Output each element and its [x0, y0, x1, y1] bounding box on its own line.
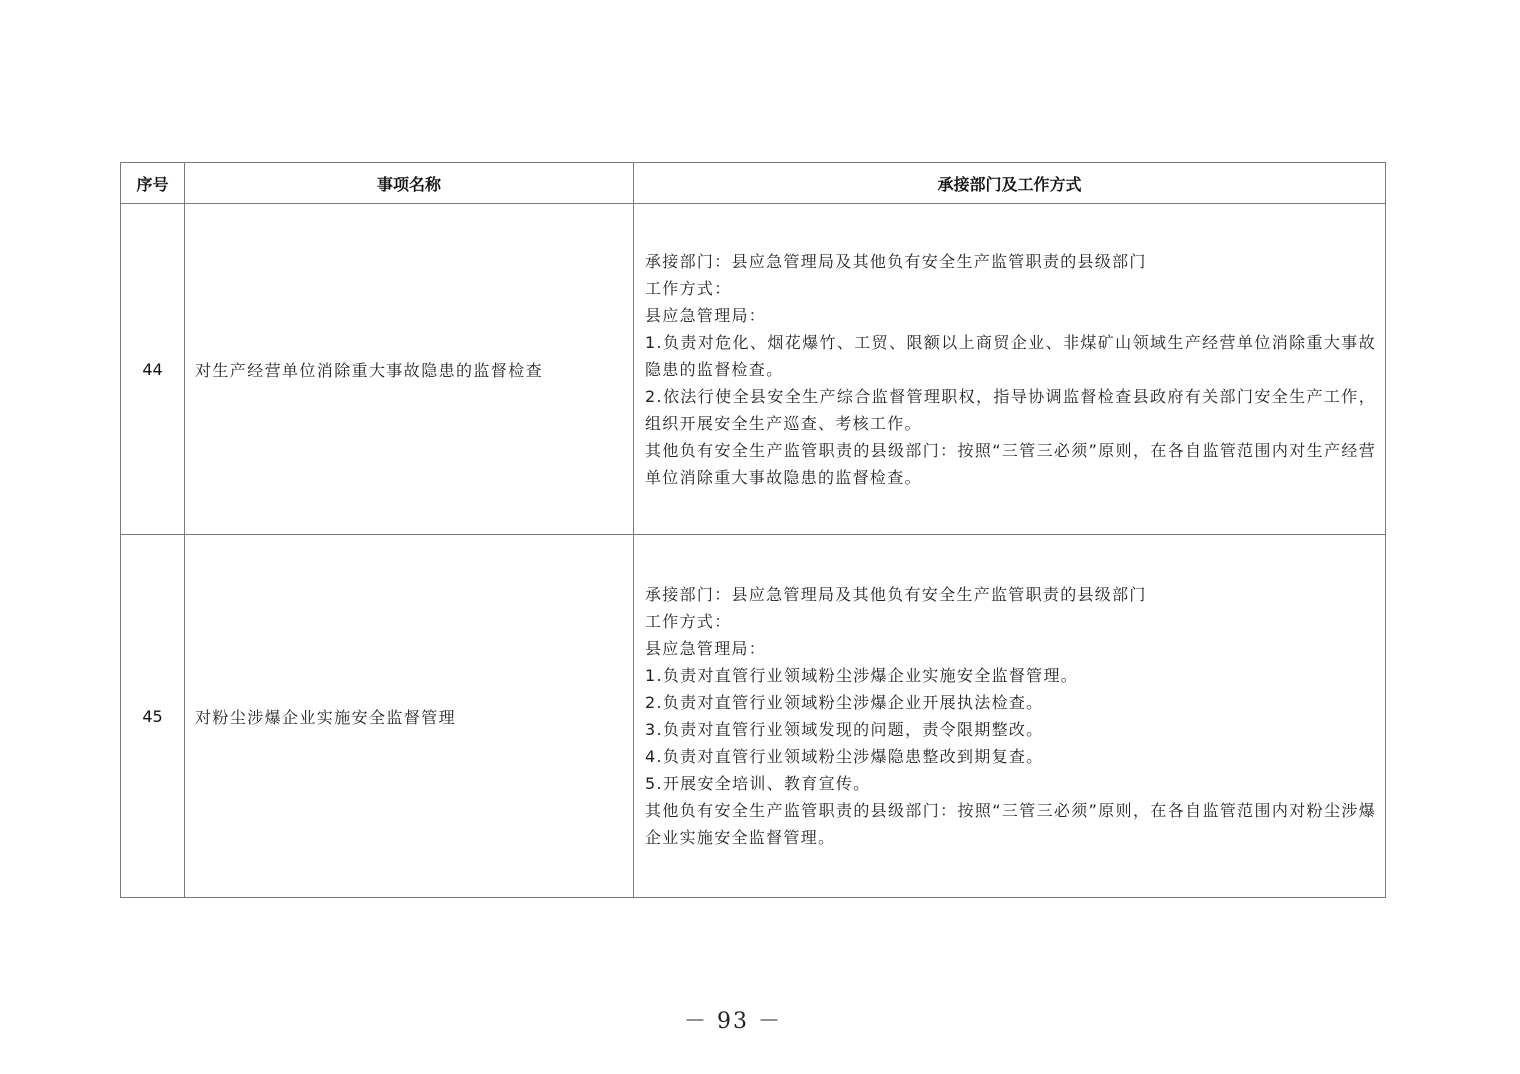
row-serial-number: 44: [121, 204, 185, 535]
row-detail-cell: [634, 535, 1386, 898]
detail-line: 其他负有安全生产监管职责的县级部门：按照“三管三必须”原则，在各自监管范围内对粉尘涉爆企业实施安全监督管理。: [645, 801, 1376, 847]
detail-line: 承接部门：县应急管理局及其他负有安全生产监管职责的县级部门: [645, 585, 1147, 604]
detail-line: 其他负有安全生产监管职责的县级部门：按照“三管三必须”原则，在各自监管范围内对生产经营单位消除重大事故隐患的监督检查。: [645, 440, 1376, 487]
detail-line: 2.负责对直管行业领域粉尘涉爆企业开展执法检查。: [645, 693, 1044, 712]
header-department-method: 承接部门及工作方式: [634, 163, 1386, 204]
responsibility-table: [120, 162, 1386, 898]
detail-line: 2.依法行使全县安全生产综合监督管理职权，指导协调监督检查县政府有关部门安全生产工作，组织开展安全生产巡查、考核工作。: [645, 386, 1376, 433]
row-detail-cell: [634, 204, 1386, 535]
detail-line: 县应急管理局：: [645, 305, 767, 325]
detail-line: 承接部门：县应急管理局及其他负有安全生产监管职责的县级部门: [645, 251, 1147, 271]
table-row: [121, 535, 1386, 898]
detail-text-block: [645, 581, 1376, 851]
detail-line: 1.负责对危化、烟花爆竹、工贸、限额以上商贸企业、非煤矿山领域生产经营单位消除重大事故隐患的监督检查。: [645, 332, 1376, 379]
table-row: [121, 204, 1386, 535]
detail-line: 县应急管理局：: [645, 639, 767, 658]
row-item-name: 对粉尘涉爆企业实施安全监督管理: [185, 535, 634, 898]
detail-line: 工作方式：: [645, 612, 732, 631]
header-serial-number: 序号: [121, 163, 185, 204]
detail-line: 工作方式：: [645, 278, 732, 298]
detail-text-block: [645, 248, 1376, 491]
detail-line: 1.负责对直管行业领域粉尘涉爆企业实施安全监督管理。: [645, 666, 1079, 685]
table-header-row: [121, 163, 1386, 204]
page-number: － 93 －: [684, 1009, 782, 1034]
row-item-name: 对生产经营单位消除重大事故隐患的监督检查: [185, 204, 634, 535]
row-serial-number: 45: [121, 535, 185, 898]
detail-line: 5.开展安全培训、教育宣传。: [645, 774, 871, 793]
header-item-name: 事项名称: [185, 163, 634, 204]
detail-line: 4.负责对直管行业领域粉尘涉爆隐患整改到期复查。: [645, 747, 1044, 766]
detail-line: 3.负责对直管行业领域发现的问题，责令限期整改。: [645, 720, 1044, 739]
